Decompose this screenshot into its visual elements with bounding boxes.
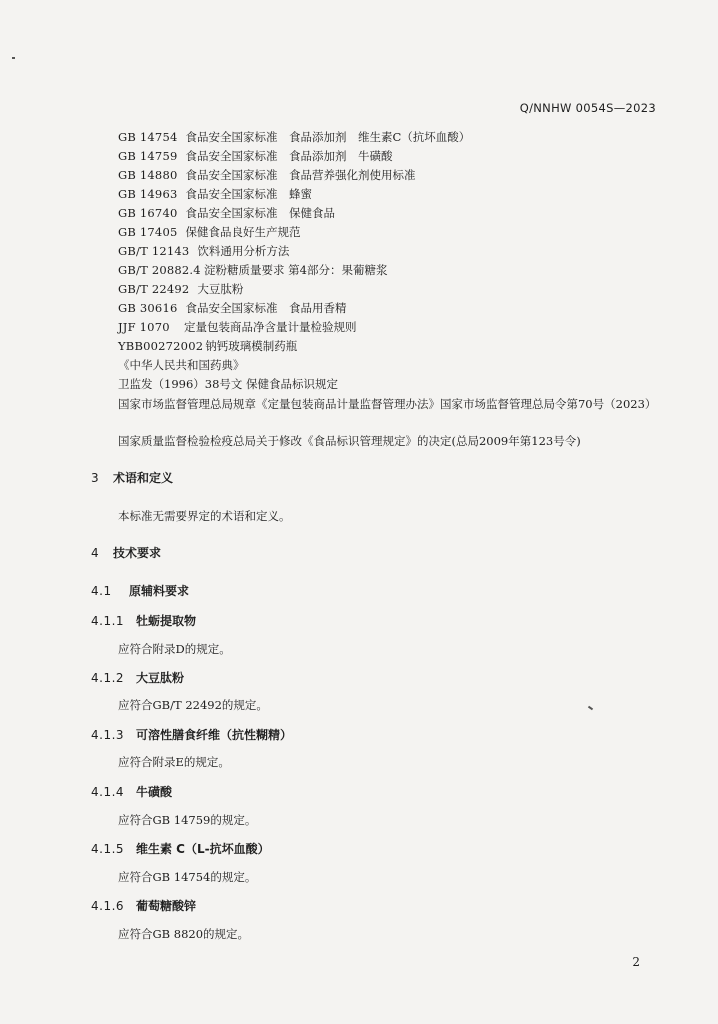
reference-title: 食品安全国家标准 蜂蜜 bbox=[185, 187, 312, 201]
subsection-paragraph: 应符合GB/T 22492的规定。 bbox=[118, 698, 268, 712]
subsection-number: 4.1 bbox=[91, 584, 112, 598]
subsection-paragraph: 应符合GB 14754的规定。 bbox=[118, 870, 257, 884]
reference-item bbox=[118, 300, 346, 316]
reference-code: GB 14963 bbox=[118, 187, 178, 201]
reference-title: 食品安全国家标准 食品营养强化剂使用标准 bbox=[185, 168, 416, 182]
reference-code: JJF 1070 bbox=[118, 320, 170, 334]
subsection-number: 4.1.2 bbox=[91, 671, 125, 685]
reference-code: GB 16740 bbox=[118, 206, 178, 220]
reference-item bbox=[118, 224, 300, 240]
reference-item bbox=[118, 357, 245, 373]
reference-item bbox=[118, 129, 470, 145]
subsection-number: 4.1.4 bbox=[91, 785, 125, 799]
section-heading bbox=[91, 544, 161, 561]
subsection-number: 4.1.1 bbox=[91, 614, 125, 628]
subsection-paragraph: 应符合附录E的规定。 bbox=[118, 755, 230, 769]
reference-item-long: 国家市场监督管理总局规章《定量包装商品计量监督管理办法》国家市场监督管理总局令第70号（2023） bbox=[118, 397, 657, 411]
reference-item bbox=[118, 376, 338, 392]
subsection-title: 原辅料要求 bbox=[129, 584, 190, 598]
reference-title: 食品安全国家标准 食品添加剂 牛磺酸 bbox=[185, 149, 393, 163]
section-heading bbox=[91, 469, 173, 486]
reference-code: YBB00272002 bbox=[118, 339, 204, 353]
subsection-number: 4.1.5 bbox=[91, 842, 125, 856]
subsection-title: 维生素 C（L-抗坏血酸） bbox=[136, 842, 270, 856]
reference-item bbox=[118, 243, 289, 259]
reference-title: 保健食品良好生产规范 bbox=[185, 225, 301, 239]
reference-title: 饮料通用分析方法 bbox=[197, 244, 290, 258]
reference-item bbox=[118, 319, 357, 335]
subsection-heading bbox=[91, 783, 172, 800]
reference-code: GB 14759 bbox=[118, 149, 178, 163]
reference-title: 食品安全国家标准 保健食品 bbox=[185, 206, 335, 220]
subsection-paragraph: 应符合GB 8820的规定。 bbox=[118, 927, 250, 941]
reference-code: GB 14754 bbox=[118, 130, 178, 144]
section-number: 3 bbox=[91, 471, 99, 485]
page-number: 2 bbox=[632, 955, 640, 969]
subsection-title: 可溶性膳食纤维（抗性糊精） bbox=[136, 728, 293, 742]
reference-title: 淀粉糖质量要求 第4部分：果葡糖浆 bbox=[204, 263, 388, 277]
subsection-title: 葡萄糖酸锌 bbox=[136, 899, 197, 913]
section-paragraph: 本标准无需要界定的术语和定义。 bbox=[118, 509, 291, 523]
reference-code: GB 14880 bbox=[118, 168, 178, 182]
subsection-heading bbox=[91, 840, 270, 857]
subsection-paragraph: 应符合附录D的规定。 bbox=[118, 642, 231, 656]
reference-title: 食品安全国家标准 食品用香精 bbox=[185, 301, 347, 315]
subsection-heading bbox=[91, 897, 196, 914]
section-title: 技术要求 bbox=[113, 546, 162, 560]
subsection-heading bbox=[91, 612, 196, 629]
reference-title: 大豆肽粉 bbox=[197, 282, 244, 296]
reference-title: 定量包装商品净含量计量检验规则 bbox=[184, 320, 357, 334]
reference-title: 食品安全国家标准 食品添加剂 维生素C（抗坏血酸） bbox=[185, 130, 471, 144]
reference-code: GB/T 12143 bbox=[118, 244, 190, 258]
reference-item bbox=[118, 205, 335, 221]
reference-item bbox=[118, 262, 387, 278]
reference-title: 《中华人民共和国药典》 bbox=[118, 358, 245, 372]
subsection-title: 牛磺酸 bbox=[136, 785, 173, 799]
subsection-heading bbox=[91, 726, 292, 743]
subsection-number: 4.1.6 bbox=[91, 899, 125, 913]
section-number: 4 bbox=[91, 546, 99, 560]
subsection-heading bbox=[91, 669, 184, 686]
reference-item bbox=[118, 338, 297, 354]
section-title: 术语和定义 bbox=[113, 471, 174, 485]
subsection-title: 牡蛎提取物 bbox=[136, 614, 197, 628]
reference-title: 钠钙玻璃模制药瓶 bbox=[205, 339, 298, 353]
scan-speck bbox=[588, 706, 593, 711]
reference-item bbox=[118, 281, 243, 297]
reference-code: GB/T 22492 bbox=[118, 282, 190, 296]
subsection-title: 大豆肽粉 bbox=[136, 671, 185, 685]
reference-title: 卫监发（1996）38号文 保健食品标识规定 bbox=[118, 377, 339, 391]
reference-item bbox=[118, 167, 415, 183]
reference-item bbox=[118, 186, 312, 202]
reference-code: GB 17405 bbox=[118, 225, 178, 239]
subsection-number: 4.1.3 bbox=[91, 728, 125, 742]
reference-item bbox=[118, 148, 392, 164]
reference-code: GB 30616 bbox=[118, 301, 178, 315]
reference-code: GB/T 20882.4 bbox=[118, 263, 201, 277]
reference-item-long: 国家质量监督检验检疫总局关于修改《食品标识管理规定》的决定(总局2009年第123号令) bbox=[118, 434, 581, 448]
subsection-paragraph: 应符合GB 14759的规定。 bbox=[118, 813, 257, 827]
document-code: Q/NNHW 0054S—2023 bbox=[519, 101, 656, 115]
subsection-heading bbox=[91, 582, 189, 599]
scan-speck bbox=[12, 57, 15, 59]
